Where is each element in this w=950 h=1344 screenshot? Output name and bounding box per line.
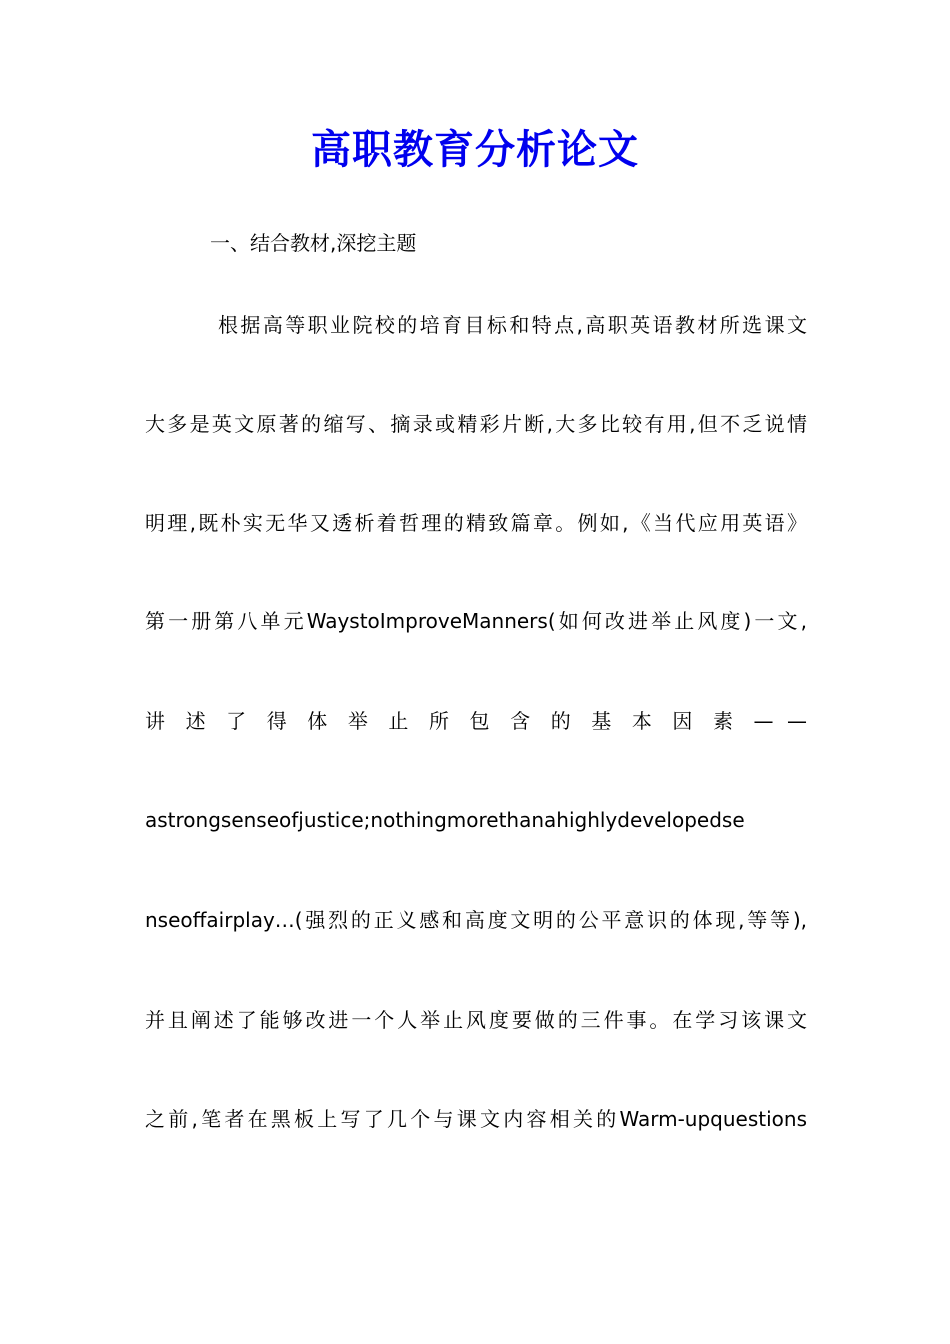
section-heading: 一、结合教材,深挖主题	[210, 231, 417, 255]
paragraph-line-7: nseoffairplay…(强烈的正义感和高度文明的公平意识的体现,等等),	[145, 908, 807, 932]
paragraph-line-4: 第一册第八单元WaystoImproveManners(如何改进举止风度)一文,	[145, 609, 807, 633]
document-title: 高职教育分析论文	[311, 126, 639, 173]
paragraph-line-1: 根据高等职业院校的培育目标和特点,高职英语教材所选课文	[218, 313, 807, 337]
paragraph-line-9: 之前,笔者在黑板上写了几个与课文内容相关的Warm-upquestions	[145, 1107, 807, 1131]
paragraph-line-2: 大多是英文原著的缩写、摘录或精彩片断,大多比较有用,但不乏说情	[145, 412, 807, 436]
paragraph-line-8: 并且阐述了能够改进一个人举止风度要做的三件事。在学习该课文	[145, 1008, 807, 1032]
paragraph-line-5: 讲 述 了 得 体 举 止 所 包 含 的 基 本 因 素 — —	[145, 709, 807, 733]
paragraph-line-3: 明理,既朴实无华又透析着哲理的精致篇章。例如,《当代应用英语》	[145, 511, 807, 535]
paragraph-line-6: astrongsenseofjustice;nothingmorethanahighlydevelopedse	[145, 808, 745, 832]
